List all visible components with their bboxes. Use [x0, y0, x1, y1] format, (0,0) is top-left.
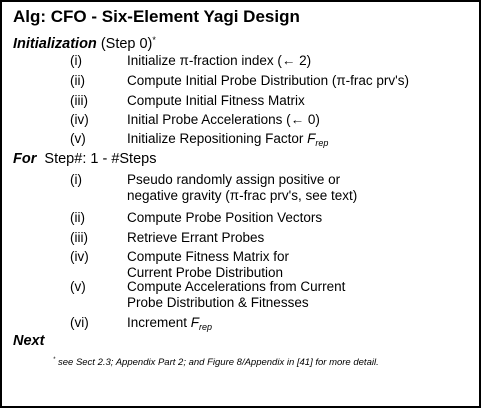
- loop-step-line: Pseudo randomly assign positive or: [127, 172, 341, 187]
- loop-step-text: [127, 315, 212, 335]
- init-step-text-part: Initialize Repositioning Factor: [127, 131, 308, 146]
- init-step-text: Initialize π-fraction index (← 2): [127, 53, 312, 68]
- init-step-number: (iv): [70, 112, 89, 127]
- loop-step-number: (iii): [70, 230, 88, 245]
- for-keyword: For: [13, 151, 37, 167]
- loop-step-number: (v): [70, 279, 86, 294]
- init-step-number: (iii): [70, 93, 88, 108]
- init-step-text: Compute Initial Fitness Matrix: [127, 93, 305, 108]
- init-step-text: Initial Probe Accelerations (← 0): [127, 112, 320, 127]
- init-step-text: [127, 131, 328, 151]
- loop-heading: [13, 151, 156, 167]
- loop-step-text: Retrieve Errant Probes: [127, 230, 265, 245]
- repositioning-factor: [307, 131, 328, 146]
- algorithm-title: Alg: CFO - Six-Element Yagi Design: [13, 7, 300, 26]
- loop-step-line: Probe Distribution & Fitnesses: [127, 295, 309, 310]
- loop-step-line: Compute Accelerations from Current: [127, 279, 346, 294]
- loop-step-text: Compute Probe Position Vectors: [127, 210, 323, 225]
- loop-step-number: (iv): [70, 249, 89, 264]
- init-step-number: (i): [70, 53, 82, 68]
- init-step-text: Compute Initial Probe Distribution (π-frac prv's): [127, 73, 409, 88]
- loop-step-text: [127, 279, 345, 311]
- factor-symbol: F: [307, 131, 316, 146]
- loop-range-label: Step#: 1 - #Steps: [44, 151, 157, 167]
- factor-subscript: rep: [199, 322, 213, 332]
- loop-step-number: (ii): [70, 210, 85, 225]
- initialization-heading: [13, 35, 156, 52]
- loop-step-number: (i): [70, 172, 82, 187]
- footnote-marker: *: [53, 357, 56, 363]
- loop-step-line: Compute Fitness Matrix for: [127, 249, 290, 264]
- footnote-marker: *: [152, 35, 156, 45]
- repositioning-factor: [191, 315, 212, 330]
- init-step-number: (ii): [70, 73, 85, 88]
- footnote: [53, 357, 379, 368]
- factor-symbol: F: [190, 315, 200, 330]
- loop-step-text: [127, 249, 289, 281]
- initialization-keyword: Initialization: [13, 36, 97, 52]
- loop-step-line: negative gravity (π-frac prv's, see text): [127, 188, 358, 203]
- next-keyword: Next: [13, 333, 45, 349]
- loop-step-number: (vi): [70, 315, 89, 330]
- initialization-label: (Step 0): [100, 36, 153, 52]
- next-heading: [13, 333, 44, 349]
- loop-step-text: [127, 172, 357, 204]
- factor-subscript: rep: [315, 138, 329, 148]
- loop-step-text-part: Increment: [127, 315, 191, 330]
- loop-step-line: Current Probe Distribution: [127, 265, 284, 280]
- init-step-number: (v): [70, 131, 86, 146]
- footnote-text: see Sect 2.3; Appendix Part 2; and Figure 8/Appendix in [41] for more detail.: [55, 357, 379, 368]
